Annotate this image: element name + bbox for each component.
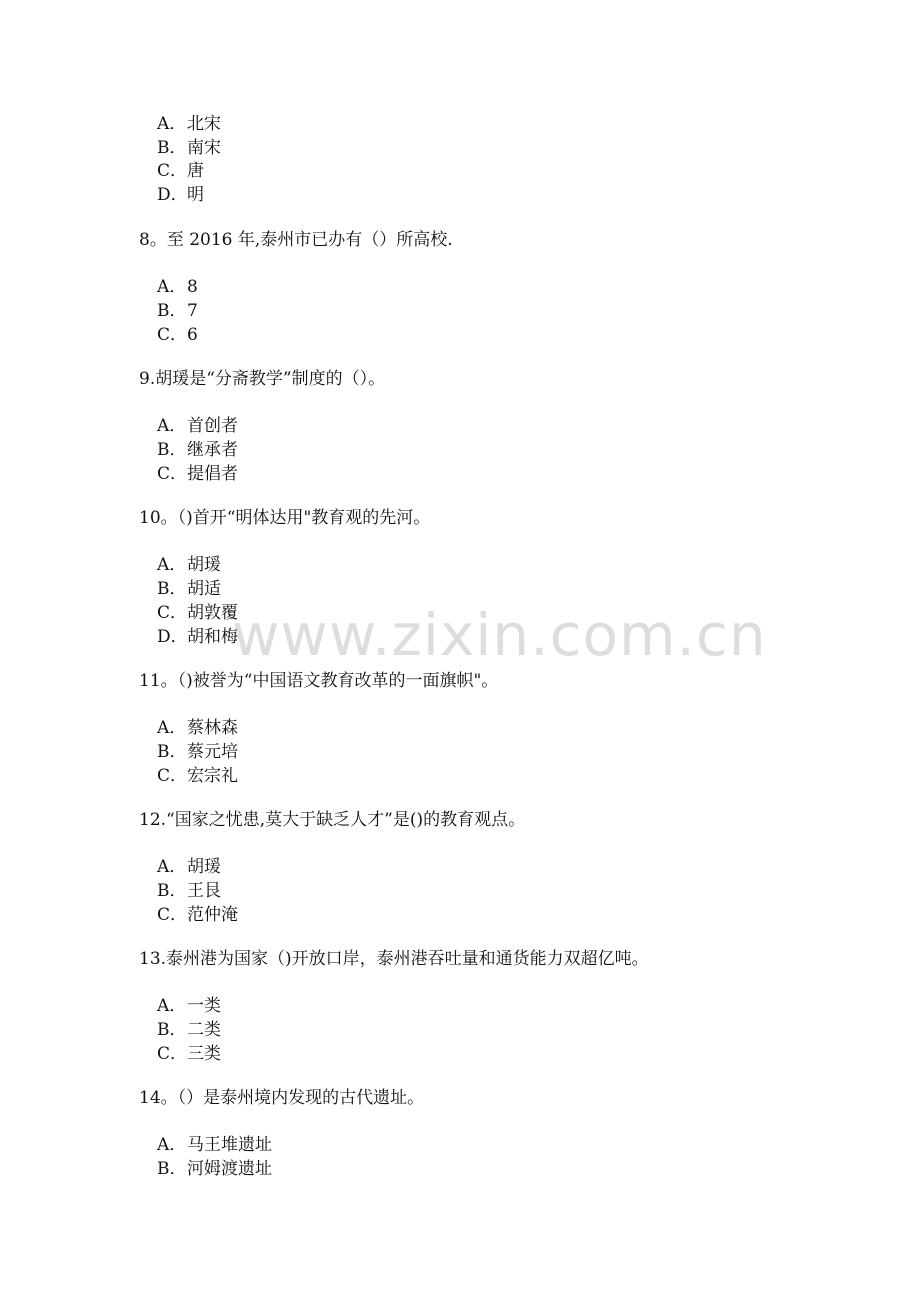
question-9: 9.胡瑗是“分斋教学”制度的（）。 bbox=[139, 369, 386, 389]
question-10: 10。（)首开“明体达用"教育观的先河。 bbox=[139, 508, 431, 528]
option-q12-c: C．范仲淹 bbox=[157, 905, 238, 925]
option-q7-b: B．南宋 bbox=[157, 138, 221, 158]
question-13: 13.泰州港为国家（)开放口岸，泰州港吞吐量和通货能力双超亿吨。 bbox=[139, 949, 649, 969]
option-q14-a: A．马王堆遗址 bbox=[157, 1135, 272, 1155]
option-q11-a: A．蔡林森 bbox=[157, 718, 238, 738]
option-q10-b: B．胡适 bbox=[157, 579, 221, 599]
option-q13-b: B．二类 bbox=[157, 1020, 221, 1040]
option-q7-a: A．北宋 bbox=[157, 114, 221, 134]
option-q13-c: C．三类 bbox=[157, 1044, 221, 1064]
question-8: 8。至 2016 年,泰州市已办有（）所高校. bbox=[139, 230, 453, 250]
option-q7-d: D．明 bbox=[157, 185, 204, 205]
option-q8-a: A．8 bbox=[157, 277, 198, 297]
option-q12-b: B．王艮 bbox=[157, 881, 221, 901]
option-q12-a: A．胡瑗 bbox=[157, 857, 221, 877]
option-q7-c: C．唐 bbox=[157, 161, 204, 181]
option-q11-b: B．蔡元培 bbox=[157, 742, 238, 762]
option-q11-c: C．宏宗礼 bbox=[157, 766, 238, 786]
option-q14-b: B．河姆渡遗址 bbox=[157, 1159, 272, 1179]
option-q10-a: A．胡瑗 bbox=[157, 555, 221, 575]
option-q8-b: B．7 bbox=[157, 301, 198, 321]
watermark: www.zixin.com.cn bbox=[232, 601, 767, 669]
option-q8-c: C．6 bbox=[157, 325, 198, 345]
option-q9-c: C．提倡者 bbox=[157, 464, 238, 484]
option-q9-b: B．继承者 bbox=[157, 440, 238, 460]
option-q9-a: A．首创者 bbox=[157, 416, 238, 436]
option-q10-c: C．胡敦覆 bbox=[157, 603, 238, 623]
option-q10-d: D．胡和梅 bbox=[157, 627, 238, 647]
question-12: 12.“国家之忧患,莫大于缺乏人才”是()的教育观点。 bbox=[139, 810, 526, 830]
question-11: 11。（)被誉为“中国语文教育改革的一面旗帜"。 bbox=[139, 671, 499, 691]
question-14: 14。（）是泰州境内发现的古代遗址。 bbox=[139, 1088, 425, 1108]
option-q13-a: A．一类 bbox=[157, 996, 221, 1016]
